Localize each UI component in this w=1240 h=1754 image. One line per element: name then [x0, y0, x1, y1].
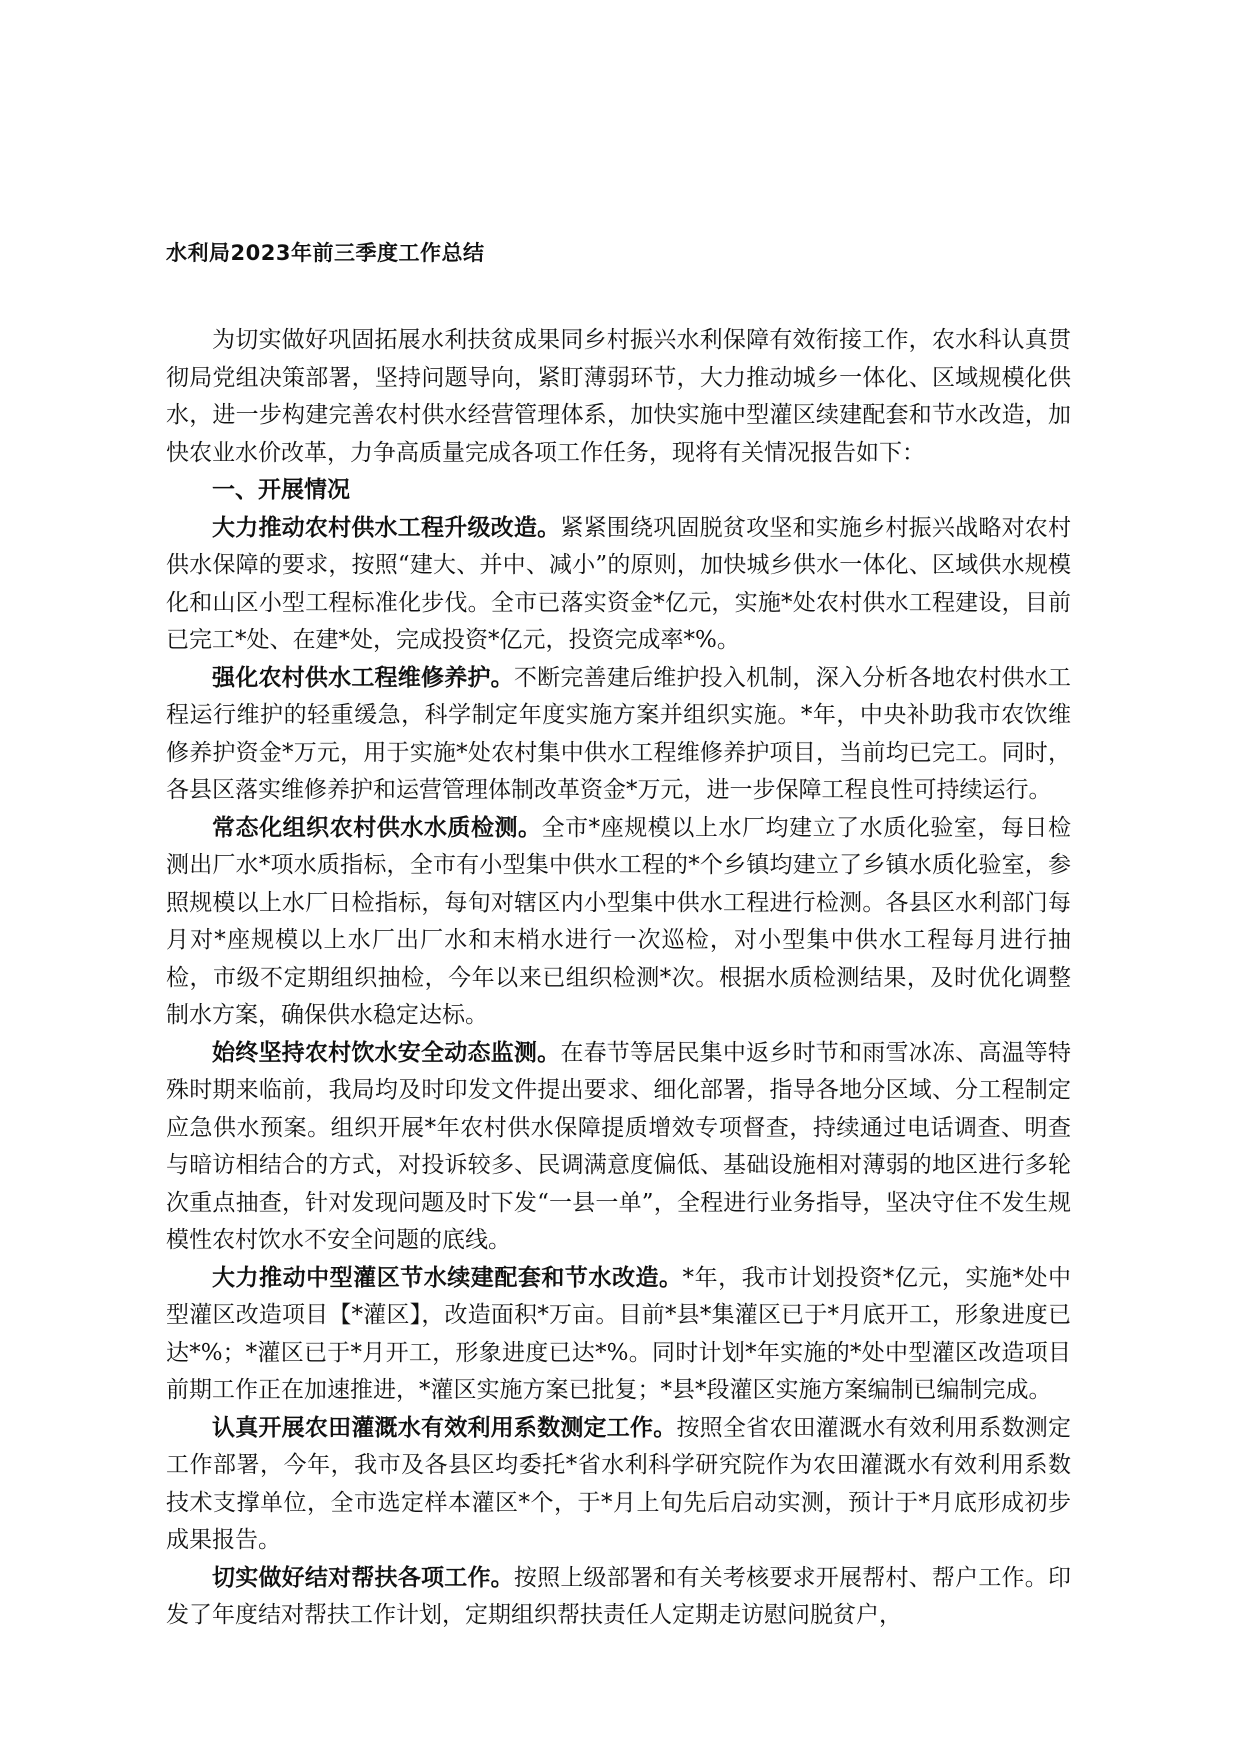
paragraph-irrigation-districts	[166, 1260, 1071, 1410]
paragraph-lead: 始终坚持农村饮水安全动态监测。	[212, 1039, 561, 1066]
paragraph-lead: 认真开展农田灌溉水有效利用系数测定工作。	[212, 1414, 677, 1441]
paragraph-lead: 强化农村供水工程维修养护。	[212, 664, 514, 691]
paragraph-text: 按照全省农田灌溉水有效利用系数测定工作部署，今年，我市及各县区均委托*省水利科学研究院作为农田灌溉水有效利用系数技术支撑单位，全市选定样本灌区*个，于*月上旬先后启动实测，预计于*月底形成初步成果报告。	[166, 1414, 1072, 1553]
paragraph-text: 紧紧围绕巩固脱贫攻坚和实施乡村振兴战略对农村供水保障的要求，按照“建大、并中、减小”的原则，加快城乡供水一体化、区域供水规模化和山区小型工程标准化步伐。全市已落实资金*亿元，实施*处农村供水工程建设，目前已完工*处、在建*处，完成投资*亿元，投资完成率*%。	[166, 514, 1072, 653]
paragraph-maintenance	[166, 660, 1071, 810]
document-body	[166, 322, 1071, 1635]
paragraph-irrigation-coefficient	[166, 1410, 1071, 1560]
section-heading: 一、开展情况	[212, 477, 350, 503]
paragraph-lead: 大力推动中型灌区节水续建配套和节水改造。	[212, 1264, 683, 1291]
paragraph-text: 按照上级部署和有关考核要求开展帮村、帮户工作。印发了年度结对帮扶工作计划，定期组织帮扶责任人定期走访慰问脱贫户，	[166, 1564, 1072, 1628]
paragraph-text: 不断完善建后维护投入机制，深入分析各地农村供水工程运行维护的轻重缓急，科学制定年度实施方案并组织实施。*年，中央补助我市农饮维修养护资金*万元，用于实施*处农村集中供水工程维修养护项目，当前均已完工。同时，各县区落实维修养护和运营管理体制改革资金*万元，进一步保障工程良性可持续运行。	[166, 664, 1072, 803]
paragraph-text: *年，我市计划投资*亿元，实施*处中型灌区改造项目【*灌区】，改造面积*万亩。目前*县*集灌区已于*月底开工，形象进度已达*%；*灌区已于*月开工，形象进度已达*%。同时计划*年实施的*处中型灌区改造项目前期工作正在加速推进，*灌区实施方案已批复；*县*段灌区实施方案编制已编制完成。	[166, 1264, 1072, 1403]
paragraph-paired-assistance	[166, 1560, 1071, 1635]
document-title: 水利局2023年前三季度工作总结	[166, 241, 485, 265]
paragraph-text: 在春节等居民集中返乡时节和雨雪冰冻、高温等特殊时期来临前，我局均及时印发文件提出要求、细化部署，指导各地分区域、分工程制定应急供水预案。组织开展*年农村供水保障提质增效专项督查，持续通过电话调查、明查与暗访相结合的方式，对投诉较多、民调满意度偏低、基础设施相对薄弱的地区进行多轮次重点抽查，针对发现问题及时下发“一县一单”，全程进行业务指导，坚决守住不发生规模性农村饮水不安全问题的底线。	[166, 1039, 1072, 1253]
paragraph-lead: 切实做好结对帮扶各项工作。	[212, 1564, 514, 1591]
intro-paragraph: 为切实做好巩固拓展水利扶贫成果同乡村振兴水利保障有效衔接工作，农水科认真贯彻局党组决策部署，坚持问题导向，紧盯薄弱环节，大力推动城乡一体化、区域规模化供水，进一步构建完善农村供水经营管理体系，加快实施中型灌区续建配套和节水改造，加快农业水价改革，力争高质量完成各项工作任务，现将有关情况报告如下：	[166, 327, 1071, 466]
paragraph-lead: 常态化组织农村供水水质检测。	[212, 814, 542, 841]
paragraph-text: 全市*座规模以上水厂均建立了水质化验室，每日检测出厂水*项水质指标，全市有小型集中供水工程的*个乡镇均建立了乡镇水质化验室，参照规模以上水厂日检指标，每旬对辖区内小型集中供水工程进行检测。各县区水利部门每月对*座规模以上水厂出厂水和末梢水进行一次巡检，对小型集中供水工程每月进行抽检，市级不定期组织抽检，今年以来已组织检测*次。根据水质检测结果，及时优化调整制水方案，确保供水稳定达标。	[166, 814, 1072, 1028]
paragraph-water-supply-upgrade	[166, 510, 1071, 660]
paragraph-lead: 大力推动农村供水工程升级改造。	[212, 514, 561, 541]
paragraph-dynamic-monitoring	[166, 1035, 1071, 1260]
paragraph-water-quality	[166, 810, 1071, 1035]
